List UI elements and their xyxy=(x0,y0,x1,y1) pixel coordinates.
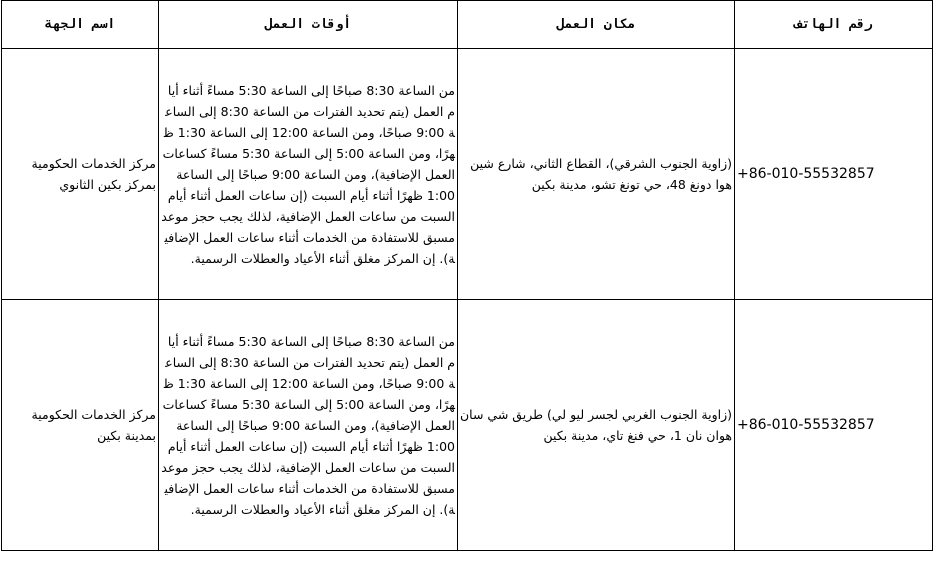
header-phone: رقم الهاتف xyxy=(735,1,933,49)
header-row xyxy=(2,1,933,49)
office-name-cell: مركز الخدمات الحكومية بمدينة بكين xyxy=(2,300,159,551)
table-row xyxy=(2,300,933,551)
header-name: اسم الجهة xyxy=(2,1,159,49)
header-hours: أوقات العمل xyxy=(159,1,458,49)
header-location: مكان العمل xyxy=(458,1,735,49)
location-cell: (زاوية الجنوب الشرقي)، القطاع الثاني، شارع شين هوا دونغ 48، حي تونغ تشو، مدينة بكين xyxy=(458,49,735,300)
location-cell: (زاوية الجنوب الغربي لجسر ليو لي) طريق شي سان هوان نان 1، حي فنغ تاي، مدينة بكين xyxy=(458,300,735,551)
table-row xyxy=(2,49,933,300)
working-hours-cell: من الساعة 8:30 صباحًا إلى الساعة 5:30 مساءً أثناء أيام العمل (يتم تحديد الفترات من الساعة 8:30 إلى الساعة 9:00 صباحًا، ومن الساعة 12:00 إلى الساعة 1:30 ظهرًا، ومن الساعة 5:00 إلى الساعة 5:30 مساءً كساعات العمل الإضافية)، ومن الساعة 9:00 صباحًا إلى الساعة 1:00 ظهرًا أثناء أيام السبت (إن ساعات العمل أثناء أيام السبت من ساعات العمل الإضافية، لذلك يجب حجز موعد مسبق للاستفادة من الخدمات أثناء ساعات العمل الإضافية). إن المركز مغلق أثناء الأعياد والعطلات الرسمية. xyxy=(159,49,458,300)
offices-table xyxy=(1,0,933,551)
working-hours-cell: من الساعة 8:30 صباحًا إلى الساعة 5:30 مساءً أثناء أيام العمل (يتم تحديد الفترات من الساعة 8:30 إلى الساعة 9:00 صباحًا، ومن الساعة 12:00 إلى الساعة 1:30 ظهرًا، ومن الساعة 5:00 إلى الساعة 5:30 مساءً كساعات العمل الإضافية)، ومن الساعة 9:00 صباحًا إلى الساعة 1:00 ظهرًا أثناء أيام السبت (إن ساعات العمل أثناء أيام السبت من ساعات العمل الإضافية، لذلك يجب حجز موعد مسبق للاستفادة من الخدمات أثناء ساعات العمل الإضافية). إن المركز مغلق أثناء الأعياد والعطلات الرسمية. xyxy=(159,300,458,551)
phone-cell: +86-010-55532857 xyxy=(735,49,933,300)
office-name-cell: مركز الخدمات الحكومية بمركز بكين الثانوي xyxy=(2,49,159,300)
phone-cell: +86-010-55532857 xyxy=(735,300,933,551)
